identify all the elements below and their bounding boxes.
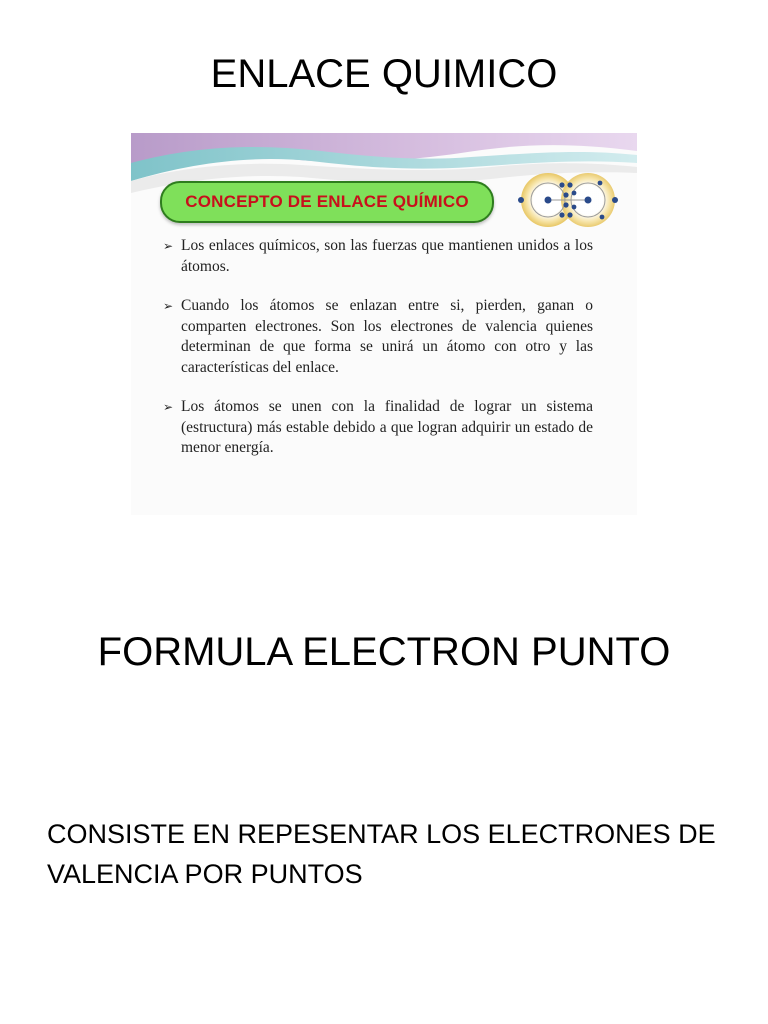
bullet-item — [163, 236, 593, 277]
bullet-item — [163, 296, 593, 378]
body-paragraph: CONSISTE EN REPESENTAR LOS ELECTRONES DE VALENCIA POR PUNTOS — [47, 819, 716, 889]
bullet-text: Los átomos se unen con la finalidad de lograr un sistema (estructura) más estable debido a que logran adquirir un estado de menor energía. — [181, 398, 593, 456]
bullet-item — [163, 397, 593, 459]
concept-bullet-list — [163, 236, 593, 478]
atom-bond-icon — [512, 171, 622, 229]
bullet-text: Cuando los átomos se enlazan entre si, pierden, ganan o comparten electrones. Son los electrones de valencia quienes determinan de que forma se unirá un átomo con otro y las características del enlace. — [181, 297, 593, 376]
bullet-text: Los enlaces químicos, son las fuerzas que mantienen unidos a los átomos. — [181, 237, 593, 275]
slide-image — [131, 133, 637, 515]
arrow-bullet-icon: ➢ — [163, 299, 174, 313]
page-title: ENLACE QUIMICO — [210, 52, 558, 96]
arrow-bullet-icon: ➢ — [163, 400, 174, 414]
concept-title-pill: CONCEPTO DE ENLACE QUÍMICO — [160, 181, 494, 223]
section-heading: FORMULA ELECTRON PUNTO — [97, 630, 671, 674]
arrow-bullet-icon: ➢ — [163, 239, 174, 253]
